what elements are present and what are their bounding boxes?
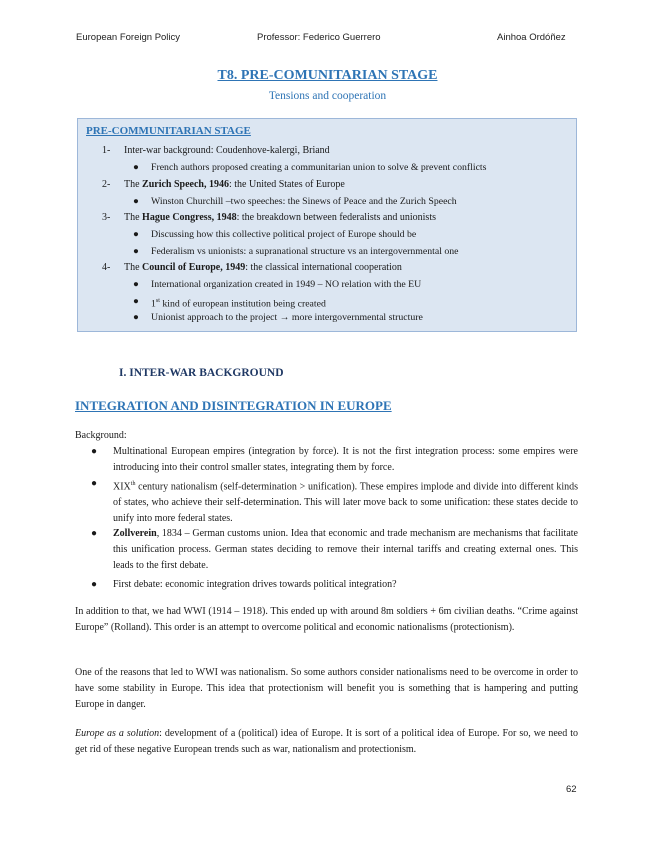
- paragraph-europe-solution: [75, 726, 578, 758]
- document-subtitle: Tensions and cooperation: [268, 90, 387, 102]
- bullet-text-post: kind of european institution being created: [159, 298, 326, 310]
- bullet-text-pre: XIX: [113, 481, 131, 493]
- item-text-pre: The: [124, 179, 143, 190]
- bullet-icon: ●: [91, 528, 98, 539]
- summary-title: PRE-COMMUNITARIAN STAGE: [86, 125, 251, 137]
- summary-item-1-bullet-1: [133, 161, 487, 174]
- section-heading: I. INTER-WAR BACKGROUND: [119, 367, 284, 379]
- body-bullet-2: [91, 476, 578, 527]
- bullet-icon: ●: [91, 579, 98, 590]
- summary-item-1: [102, 144, 330, 157]
- bullet-icon: ●: [133, 296, 139, 307]
- bullet-text-post: , 1834 – German customs union. Idea that economic and trade mechanism are mechanisms that facilitate this unification process. German states deciding to remove their internal tariffs and creating external ones. This leads to the first debate.: [113, 528, 578, 571]
- bullet-text: International organization created in 1949 – NO relation with the EU: [151, 279, 422, 290]
- summary-item-4-bullet-3: [133, 311, 423, 324]
- item-number: 3-: [102, 212, 111, 223]
- paragraph-wwi: In addition to that, we had WWI (1914 – 1918). This ended up with around 8m soldiers + 6m civilian deaths. “Crime against Europe” (Rolland). This order is an attempt to overcome political and economic nationalisms (protectionism).: [75, 606, 578, 633]
- bullet-text: Federalism vs unionists: a supranational structure vs an intergovernmental one: [151, 246, 459, 257]
- bullet-text: Discussing how this collective political project of Europe should be: [151, 229, 417, 240]
- bullet-icon: ●: [133, 196, 139, 207]
- summary-item-2-bullet-1: [133, 195, 457, 208]
- bullet-text-post: century nationalism (self-determination > unification). These empires implode and divide into different kinds of states, who achieve their self-determination. This will later move back to some unification: these states decide to unify into more federal states.: [113, 481, 578, 525]
- bullet-text-bold: Zollverein: [113, 528, 157, 539]
- bullet-icon: ●: [91, 446, 98, 457]
- summary-item-2: [102, 178, 345, 191]
- bullet-icon: ●: [91, 478, 98, 489]
- item-number: 2-: [102, 179, 111, 190]
- ordinal-suffix: th: [130, 481, 136, 487]
- paragraph-text: : development of a (political) idea of Europe. It is sort of a political idea of Europe. For so, we need to get rid of these negative European trends such as war, nationalism and protectionism.: [75, 728, 579, 755]
- summary-item-3: [102, 211, 436, 224]
- summary-item-3-bullet-2: [133, 245, 459, 258]
- header-course: European Foreign Policy: [76, 32, 181, 43]
- body-bullet-1: [91, 444, 578, 476]
- item-number: 4-: [102, 262, 111, 273]
- bullet-icon: ●: [133, 279, 139, 290]
- item-text-bold: Hague Congress, 1948: [142, 212, 237, 223]
- item-text-bold: Zurich Speech, 1946: [142, 179, 229, 190]
- background-label: Background:: [75, 430, 127, 441]
- summary-item-4: [102, 261, 402, 274]
- bullet-text: First debate: economic integration drives towards political integration?: [113, 579, 397, 590]
- item-text-post: : the breakdown between federalists and unionists: [236, 212, 436, 223]
- bullet-icon: ●: [133, 229, 139, 240]
- bullet-text: Multinational European empires (integration by force). It is not the first integration process: some empires were introducing into their control smaller states, integrating them by force.: [113, 446, 578, 473]
- ordinal-suffix: st: [155, 298, 160, 304]
- body-bullet-3: [91, 526, 578, 574]
- bullet-text: Unionist approach to the project → more intergovernmental structure: [151, 312, 423, 323]
- item-text-post: : the classical international cooperation: [245, 262, 402, 273]
- bullet-icon: ●: [133, 312, 139, 323]
- bullet-icon: ●: [133, 162, 139, 173]
- header-author: Ainhoa Ordóñez: [497, 32, 566, 43]
- item-number: 1-: [102, 145, 111, 156]
- page-number: 62: [566, 784, 577, 795]
- item-text-pre: The: [124, 212, 143, 223]
- paragraph-nationalism: One of the reasons that led to WWI was nationalism. So some authors consider nationalisms need to be overcome in order to have some stability in Europe. This idea that protectionism will benefit you is something that is hampering and putting Europe in danger.: [75, 667, 578, 710]
- bullet-text-pre: 1: [151, 298, 156, 310]
- header-professor: Professor: Federico Guerrero: [257, 32, 381, 43]
- bullet-text: Winston Churchill –two speeches: the Sinews of Peace and the Zurich Speech: [151, 196, 457, 207]
- item-text-pre: The: [124, 262, 143, 273]
- body-bullet-4: [91, 577, 578, 593]
- summary-box: [77, 118, 577, 332]
- bullet-text: French authors proposed creating a communitarian union to solve & prevent conflicts: [151, 162, 487, 173]
- document-title: T8. PRE-COMUNITARIAN STAGE: [217, 68, 438, 83]
- subsection-heading: INTEGRATION AND DISINTEGRATION IN EUROPE: [75, 398, 392, 413]
- item-text-bold: Council of Europe, 1949: [142, 262, 246, 273]
- bullet-icon: ●: [133, 246, 139, 257]
- summary-item-4-bullet-2: [133, 295, 326, 310]
- summary-item-3-bullet-1: [133, 228, 417, 241]
- item-text: Inter-war background: Coudenhove-kalergi, Briand: [124, 145, 330, 156]
- summary-item-4-bullet-1: [133, 278, 422, 291]
- item-text-post: : the United States of Europe: [229, 179, 345, 190]
- italic-term: Europe as a solution: [75, 728, 160, 739]
